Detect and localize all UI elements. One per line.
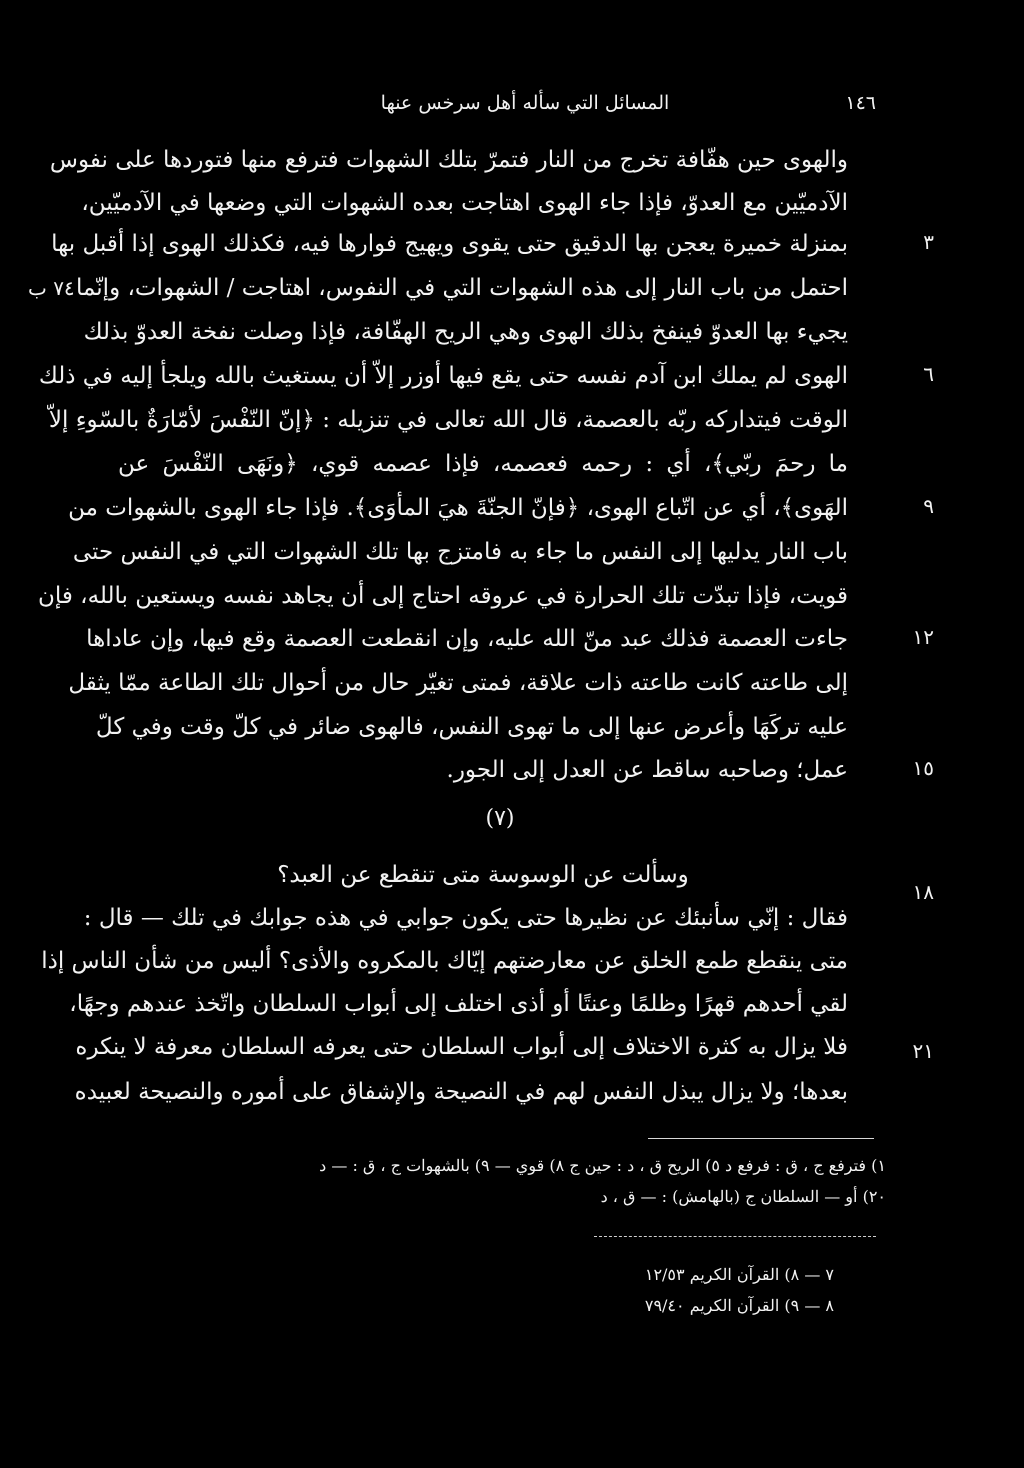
section-line-1: وسألت عن الوسوسة متى تنقطع عن العبد؟	[277, 862, 689, 888]
footnote-rule	[648, 1138, 874, 1139]
body-line-12: جاءت العصمة فذلك عبد منّ الله عليه، وإن انقطعت العصمة وقع فيها، وإن عاداها	[86, 626, 848, 652]
section-line-4: لقي أحدهم قهرًا وظلمًا وعنتًا أو أذى اختلف إلى أبواب السلطان واتّخذ عندهم وجهًا،	[69, 991, 848, 1017]
line-number-18: ١٨	[912, 880, 934, 904]
page-header	[0, 92, 1024, 122]
body-line-15: عمل؛ وصاحبه ساقط عن العدل إلى الجور.	[446, 757, 848, 783]
line-number-6: ٦	[923, 362, 934, 386]
footnote-dashed-rule	[594, 1236, 876, 1238]
body-line-8: ما رحمَ ربّي﴾، أي : رحمه فعصمه، فإذا عصمه قوي، ﴿ونَهَى النّفْسَ عن	[118, 451, 848, 477]
footnote-quran-1: ٧ — ٨) القرآن الكريم ١٢/٥٣	[644, 1265, 834, 1284]
section-line-3: متى ينقطع طمع الخلق عن معارضتهم إيّاك بالمكروه والأذى؟ أليس من شأن الناس إذا	[41, 948, 848, 974]
section-number: (٧)	[485, 806, 515, 831]
folio-marker: ٧٤ ب	[28, 276, 75, 300]
body-line-5: يجيء بها العدوّ فينفخ بذلك الهوى وهي الريح الهفّافة، فإذا وصلت نفخة العدوّ بذلك	[83, 319, 848, 345]
running-title: المسائل التي سأله أهل سرخس عنها	[380, 92, 670, 114]
line-number-15: ١٥	[912, 756, 934, 780]
body-line-9: الهَوى﴾، أي عن اتّباع الهوى، ﴿فإنّ الجنّةَ هيَ المأوَى﴾. فإذا جاء الهوى بالشهوات من	[68, 495, 848, 521]
line-number-21: ٢١	[912, 1039, 934, 1063]
body-line-10: باب النار يدليها إلى النفس ما جاء به فامتزج بها تلك الشهوات التي في النفس حتى	[72, 539, 848, 565]
line-number-3: ٣	[923, 230, 934, 254]
section-line-2: فقال : إنّي سأنبئك عن نظيرها حتى يكون جوابي في هذه جوابك في تلك — قال :	[83, 905, 848, 931]
section-line-6: بعدها؛ ولا يزال يبذل النفس لهم في النصيحة والإشفاق على أموره والنصيحة لعبيده	[74, 1079, 848, 1105]
body-line-1: والهوى حين هفّافة تخرج من النار فتمرّ بتلك الشهوات فترفع منها فتوردها على نفوس	[49, 147, 848, 173]
body-line-2: الآدميّين مع العدوّ، فإذا جاء الهوى اهتاجت بعده الشهوات التي وضعها في الآدميّين،	[81, 190, 848, 216]
body-line-6: الهوى لم يملك ابن آدم نفسه حتى يقع فيها أوزر إلاّ أن يستغيث بالله ويلجأ إليه في ذلك	[38, 363, 848, 389]
body-line-14: عليه تركَهَا وأعرض عنها إلى ما تهوى النفس، فالهوى ضائر في كلّ وقت وفي كلّ	[95, 714, 848, 740]
footnote-quran-2: ٨ — ٩) القرآن الكريم ٧٩/٤٠	[644, 1296, 834, 1315]
body-line-7: الوقت فيتداركه ربّه بالعصمة، قال الله تعالى في تنزيله : ﴿إنّ النّفْسَ لأمّارَةٌ بالسّوءِ إلاّ	[48, 407, 848, 433]
footnote-variants-1: ١) فترفع ج ، ق : فرفع د ٥) الريح ق ، د : حين ج ٨) قوي — ٩) بالشهوات ج ، ق : — د	[319, 1156, 886, 1175]
body-line-11: قويت، فإذا تبدّت تلك الحرارة في عروقه احتاج إلى أن يجاهد نفسه ويستعين بالله، فإن	[37, 583, 848, 609]
body-line-13: إلى طاعته كانت طاعته ذات علاقة، فمتى تغيّر حال من أحوال تلك الطاعة ممّا يثقل	[68, 670, 848, 696]
line-number-9: ٩	[923, 494, 934, 518]
body-line-4: احتمل من باب النار إلى هذه الشهوات التي في النفوس، اهتاجت / الشهوات، وإنّما	[75, 275, 848, 301]
footnote-variants-2: ٢٠) أو — السلطان ج (بالهامش) : — ق ، د	[600, 1187, 886, 1206]
section-line-5: فلا يزال به كثرة الاختلاف إلى أبواب السلطان حتى يعرفه السلطان معرفة لا ينكره	[75, 1034, 848, 1060]
page-number: ١٤٦	[845, 92, 876, 114]
line-number-12: ١٢	[912, 625, 934, 649]
body-line-3: بمنزلة خميرة يعجن بها الدقيق حتى يقوى ويهيج فوارها فيه، فكذلك الهوى إذا أقبل بها	[51, 231, 848, 257]
